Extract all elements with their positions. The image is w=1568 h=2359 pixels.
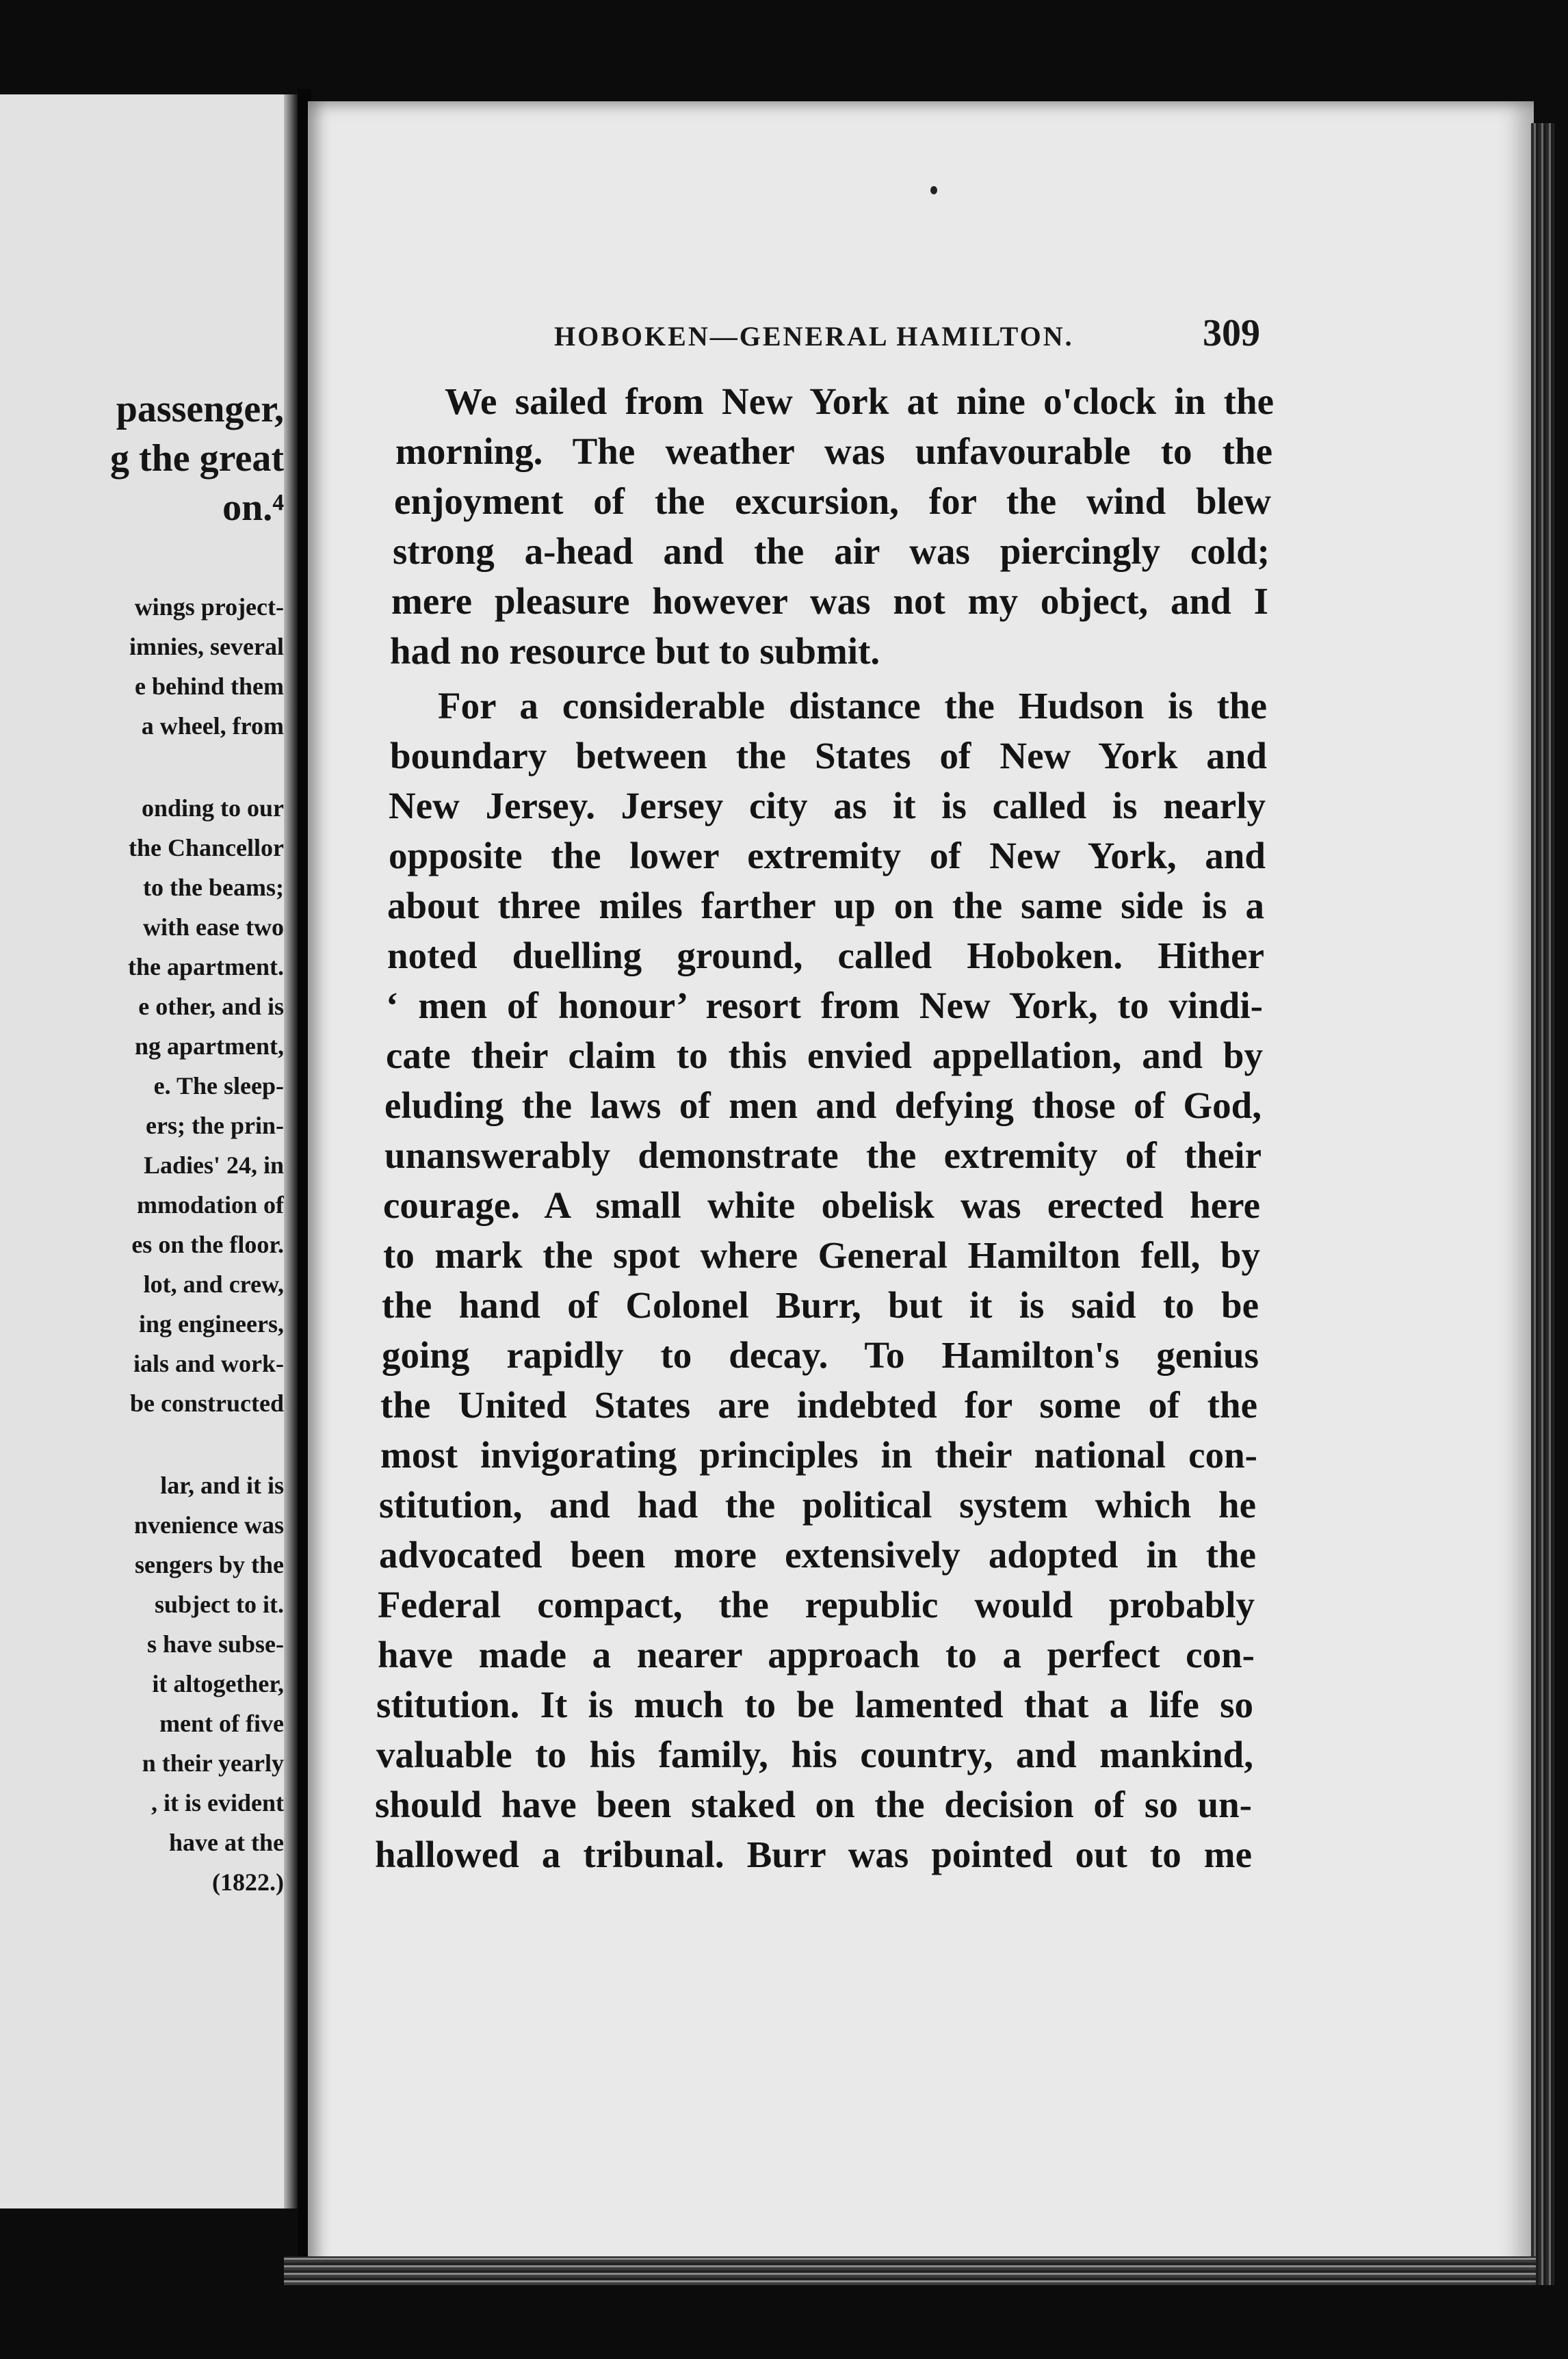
left-page-line: lot, and crew, — [143, 1270, 284, 1298]
left-page-line: with ease two — [143, 913, 284, 941]
text-line: stitution. It is much to be lamented that a life so — [376, 1684, 1253, 1725]
left-page-line: be constructed — [130, 1390, 284, 1417]
text-line: had no resource but to submit. — [390, 630, 880, 672]
page-block-edge-bottom — [284, 2256, 1536, 2285]
text-line: boundary between the States of New York and — [390, 735, 1267, 777]
text-line: noted duelling ground, called Hoboken. Hither — [387, 935, 1264, 976]
text-line: have made a nearer approach to a perfect con- — [378, 1634, 1255, 1676]
left-page-line: e behind them — [134, 673, 284, 700]
left-page-line: sengers by the — [135, 1551, 284, 1578]
left-page-line: a wheel, from — [141, 712, 284, 740]
text-line: For a considerable distance the Hudson is the — [438, 685, 1267, 727]
text-line: enjoyment of the excursion, for the wind blew — [394, 480, 1271, 522]
text-line: the United States are indebted for some of the — [380, 1384, 1257, 1426]
text-line: Federal compact, the republic would probably — [378, 1584, 1255, 1626]
running-head: HOBOKEN—GENERAL HAMILTON. — [554, 321, 1074, 352]
text-line: the hand of Colonel Burr, but it is said to be — [382, 1284, 1259, 1326]
text-line: hallowed a tribunal. Burr was pointed out to me — [375, 1834, 1252, 1875]
text-line: ‘ men of honour’ resort from New York, to vindi- — [386, 985, 1263, 1026]
left-page-line: n their yearly — [142, 1749, 284, 1777]
left-page-line: have at the — [169, 1829, 284, 1856]
text-line: mere pleasure however was not my object, and I — [391, 580, 1268, 622]
left-page-line: onding to our — [141, 794, 284, 822]
text-line: strong a-head and the air was piercingly cold; — [393, 530, 1270, 572]
text-line: advocated been more extensively adopted in the — [379, 1534, 1256, 1576]
text-line: stitution, and had the political system which he — [379, 1484, 1256, 1526]
text-line: about three miles farther up on the same side is a — [387, 885, 1264, 926]
left-page-line: to the beams; — [143, 874, 284, 901]
left-page-line: g the great — [110, 437, 284, 480]
left-page-line: Ladies' 24, in — [143, 1151, 284, 1179]
left-page-line: e. The sleep- — [153, 1072, 284, 1099]
ink-speck — [930, 186, 937, 194]
left-page-line: passenger, — [116, 388, 284, 430]
text-line: valuable to his family, his country, and mankind, — [376, 1734, 1253, 1775]
left-page-line: ers; the prin- — [146, 1112, 284, 1139]
text-line: going rapidly to decay. To Hamilton's genius — [382, 1334, 1259, 1376]
left-page-line: nvenience was — [134, 1511, 284, 1539]
text-line: We sailed from New York at nine o'clock in the — [445, 380, 1274, 422]
left-page-edge — [284, 94, 298, 2208]
left-page-line: subject to it. — [155, 1591, 284, 1618]
text-line: eluding the laws of men and defying those of God, — [384, 1084, 1262, 1126]
text-line: unanswerably demonstrate the extremity of their — [384, 1134, 1262, 1176]
left-page-line: ing engineers, — [139, 1310, 284, 1338]
left-page-line: es on the floor. — [131, 1231, 284, 1258]
left-page-line: the apartment. — [128, 953, 284, 980]
text-line: opposite the lower extremity of New York, and — [389, 835, 1266, 876]
left-page-line: it altogether, — [152, 1670, 284, 1697]
text-line: most invigorating principles in their national con- — [380, 1434, 1257, 1476]
left-page-line: on.⁴ — [222, 486, 284, 529]
left-page-line: (1822.) — [212, 1868, 284, 1896]
left-page-line: ng apartment, — [135, 1032, 284, 1060]
text-line: to mark the spot where General Hamilton fell, by — [383, 1234, 1260, 1276]
page-block-edge-right — [1531, 123, 1554, 2285]
left-page-line: s have subse- — [146, 1630, 284, 1658]
text-line: cate their claim to this envied appellation, and by — [386, 1034, 1263, 1076]
left-page-line: ials and work- — [133, 1350, 284, 1377]
left-page-line: ment of five — [159, 1710, 284, 1737]
left-facing-page — [0, 94, 284, 2208]
text-line: New Jersey. Jersey city as it is called is nearly — [389, 785, 1266, 826]
left-page-line: mmodation of — [137, 1191, 284, 1218]
text-line: morning. The weather was unfavourable to the — [395, 430, 1272, 472]
left-page-line: wings project- — [134, 593, 284, 621]
page-number: 309 — [1203, 312, 1260, 354]
text-line: should have been staked on the decision of so un- — [375, 1784, 1252, 1825]
left-page-line: the Chancellor — [129, 834, 284, 861]
text-line: courage. A small white obelisk was erected here — [383, 1184, 1260, 1226]
left-page-line: e other, and is — [138, 993, 284, 1020]
left-page-line: , it is evident — [151, 1789, 284, 1816]
left-page-line: lar, and it is — [160, 1472, 284, 1499]
left-page-line: imnies, several — [129, 633, 284, 660]
